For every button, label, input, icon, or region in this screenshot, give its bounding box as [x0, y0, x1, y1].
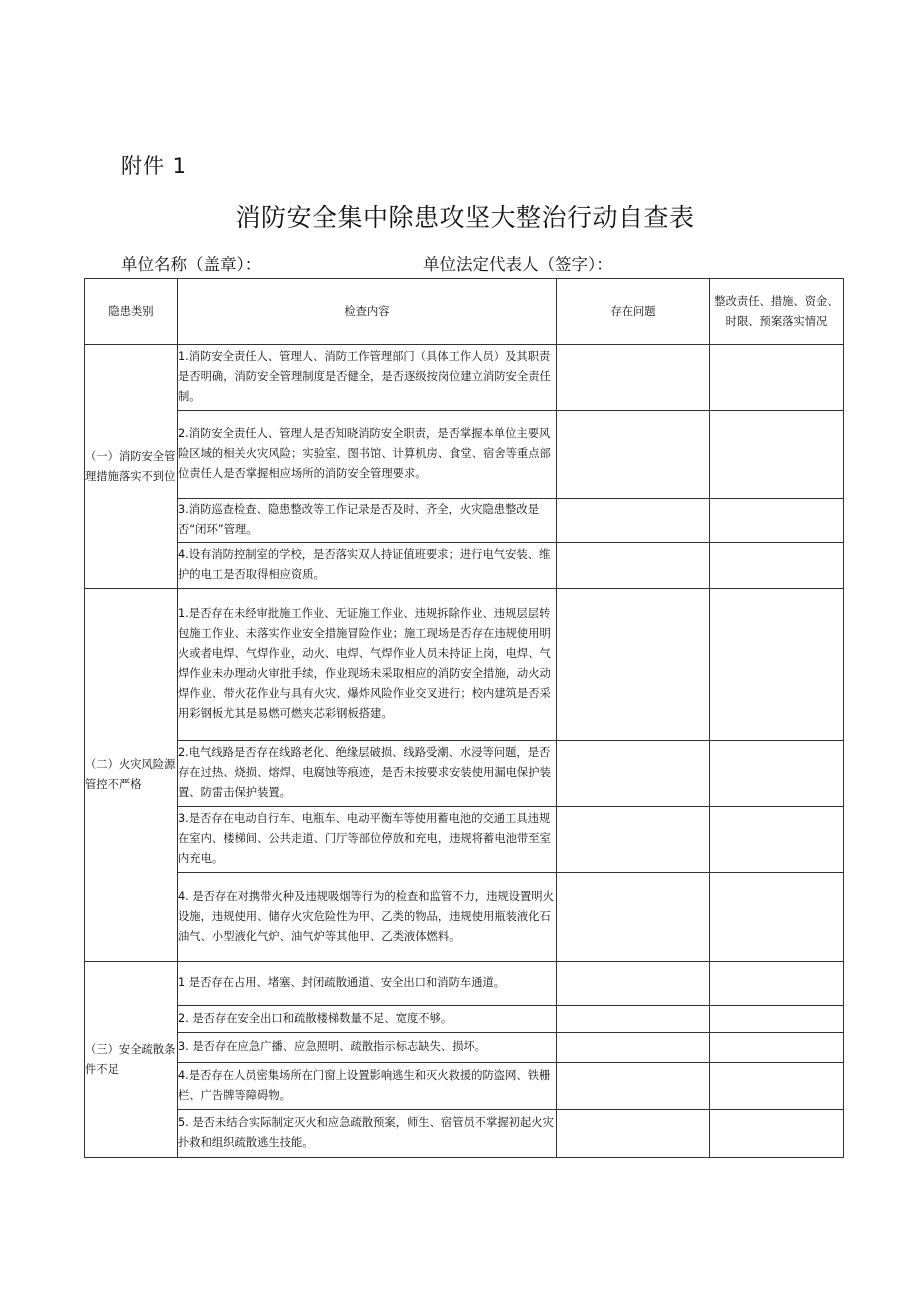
- rectification-input-cell[interactable]: [710, 807, 844, 873]
- issues-input-cell[interactable]: [557, 1110, 710, 1158]
- category-cell: （三）安全疏散条件不足: [85, 962, 178, 1158]
- rectification-input-cell[interactable]: [710, 589, 844, 741]
- rectification-input-cell[interactable]: [710, 741, 844, 807]
- check-item-text: 4. 是否存在对携带火种及违规吸烟等行为的检查和监管不力，违规设置明火设施，违规使用、储存火灾危险性为甲、乙类的物品，违规使用瓶装液化石油气、小型液化气炉、油气炉等其他甲、乙类液体燃料。: [178, 889, 554, 943]
- rectification-input-cell[interactable]: [710, 345, 844, 411]
- column-header-content: 检查内容: [178, 279, 557, 345]
- check-item-cell: [178, 807, 557, 873]
- unit-name-label: 单位名称（盖章）：: [121, 255, 262, 274]
- check-item-text: 4.设有消防控制室的学校，是否落实双人持证值班要求；进行电气安装、维护的电工是否取得相应资质。: [178, 548, 551, 581]
- check-item-text: 5. 是否未结合实际制定灭火和应急疏散预案，师生、宿管员不掌握初起火灾扑救和组织疏散逃生技能。: [178, 1116, 554, 1149]
- check-item-cell: [178, 1063, 557, 1110]
- table-row: [85, 1063, 844, 1110]
- annex-label: 附件 1: [121, 154, 188, 178]
- issues-input-cell[interactable]: [557, 1033, 710, 1063]
- check-item-text: 1.消防安全责任人、管理人、消防工作管理部门（具体工作人员）及其职责是否明确，消防安全管理制度是否健全，是否逐级按岗位建立消防安全责任制。: [178, 350, 551, 403]
- check-item-cell: [178, 1033, 557, 1063]
- check-item-cell: [178, 543, 557, 589]
- table-row: [85, 807, 844, 873]
- check-item-cell: [178, 1006, 557, 1033]
- check-item-text: 3. 是否存在应急广播、应急照明、疏散指示标志缺失、损坏。: [178, 1040, 487, 1053]
- rectification-input-cell[interactable]: [710, 411, 844, 499]
- rectification-input-cell[interactable]: [710, 1033, 844, 1063]
- self-check-table: [84, 278, 844, 1158]
- check-item-text: 2. 是否存在安全出口和疏散楼梯数量不足、宽度不够。: [178, 1011, 453, 1025]
- column-header-issues: 存在问题: [557, 279, 710, 345]
- table-row: [85, 1033, 844, 1063]
- column-header-rectification: 整改责任、措施、资金、时限、预案落实情况: [710, 279, 844, 345]
- table-row: [85, 1110, 844, 1158]
- rectification-input-cell[interactable]: [710, 873, 844, 962]
- table-row: [85, 345, 844, 411]
- check-item-cell: [178, 962, 557, 1006]
- category-cell: （一）消防安全管理措施落实不到位: [85, 345, 178, 589]
- table-row: [85, 741, 844, 807]
- check-item-text: 2.电气线路是否存在线路老化、绝缘层破损、线路受潮、水浸等问题，是否存在过热、烧损、熔焊、电腐蚀等痕迹，是否未按要求安装使用漏电保护装置、防雷击保护装置。: [178, 746, 551, 799]
- check-item-cell: [178, 411, 557, 499]
- issues-input-cell[interactable]: [557, 1063, 710, 1110]
- rectification-input-cell[interactable]: [710, 543, 844, 589]
- check-item-text: 3.是否存在电动自行车、电瓶车、电动平衡车等使用蓄电池的交通工具违规在室内、楼梯间、公共走道、门厅等部位停放和充电，违规将蓄电池带至室内充电。: [178, 812, 551, 865]
- issues-input-cell[interactable]: [557, 962, 710, 1006]
- issues-input-cell[interactable]: [557, 1006, 710, 1033]
- check-item-text: 1.是否存在未经审批施工作业、无证施工作业、违规拆除作业、违规层层转包施工作业、未落实作业安全措施冒险作业；施工现场是否存在违规使用明火或者电焊、气焊作业，动火、电焊、气焊作业人员未持证上岗，电焊、气焊作业未办理动火审批手续，作业现场未采取相应的消防安全措施，动火动焊作业、带火花作业与具有火灾、爆炸风险作业交叉进行；校内建筑是否采用彩钢板尤其是易燃可燃夹芯彩钢板搭建。: [178, 607, 551, 720]
- table-row: [85, 1006, 844, 1033]
- check-item-cell: [178, 873, 557, 962]
- rectification-input-cell[interactable]: [710, 1110, 844, 1158]
- column-header-category: 隐患类别: [85, 279, 178, 345]
- legal-rep-label: 单位法定代表人（签字）：: [423, 255, 613, 274]
- table-row: [85, 543, 844, 589]
- table-header-row: [85, 279, 844, 345]
- table-row: [85, 499, 844, 543]
- page-title: 消防安全集中除患攻坚大整治行动自查表: [235, 203, 695, 232]
- check-item-text: 4.是否存在人员密集场所在门窗上设置影响逃生和灭火救援的防盗网、铁栅栏、广告牌等障碍物。: [178, 1068, 551, 1102]
- rectification-input-cell[interactable]: [710, 962, 844, 1006]
- issues-input-cell[interactable]: [557, 499, 710, 543]
- issues-input-cell[interactable]: [557, 589, 710, 741]
- check-item-cell: [178, 345, 557, 411]
- issues-input-cell[interactable]: [557, 873, 710, 962]
- table-row: [85, 411, 844, 499]
- rectification-input-cell[interactable]: [710, 1063, 844, 1110]
- check-item-cell: [178, 499, 557, 543]
- check-item-text: 3.消防巡查检查、隐患整改等工作记录是否及时、齐全，火灾隐患整改是否“闭环”管理。: [178, 503, 539, 536]
- check-item-cell: [178, 1110, 557, 1158]
- check-item-text: 1 是否存在占用、堵塞、封闭疏散通道、安全出口和消防车通道。: [178, 976, 506, 989]
- check-item-text: 2.消防安全责任人、管理人是否知晓消防安全职责，是否掌握本单位主要风险区域的相关火灾风险；实验室、图书馆、计算机房、食堂、宿舍等重点部位责任人是否掌握相应场所的消防安全管理要求。: [178, 427, 551, 480]
- check-item-cell: [178, 741, 557, 807]
- table-row: [85, 589, 844, 741]
- rectification-input-cell[interactable]: [710, 1006, 844, 1033]
- category-cell: （二）火灾风险源管控不严格: [85, 589, 178, 962]
- rectification-input-cell[interactable]: [710, 499, 844, 543]
- issues-input-cell[interactable]: [557, 807, 710, 873]
- issues-input-cell[interactable]: [557, 543, 710, 589]
- table-row: [85, 962, 844, 1006]
- issues-input-cell[interactable]: [557, 411, 710, 499]
- check-item-cell: [178, 589, 557, 741]
- table-row: [85, 873, 844, 962]
- issues-input-cell[interactable]: [557, 345, 710, 411]
- issues-input-cell[interactable]: [557, 741, 710, 807]
